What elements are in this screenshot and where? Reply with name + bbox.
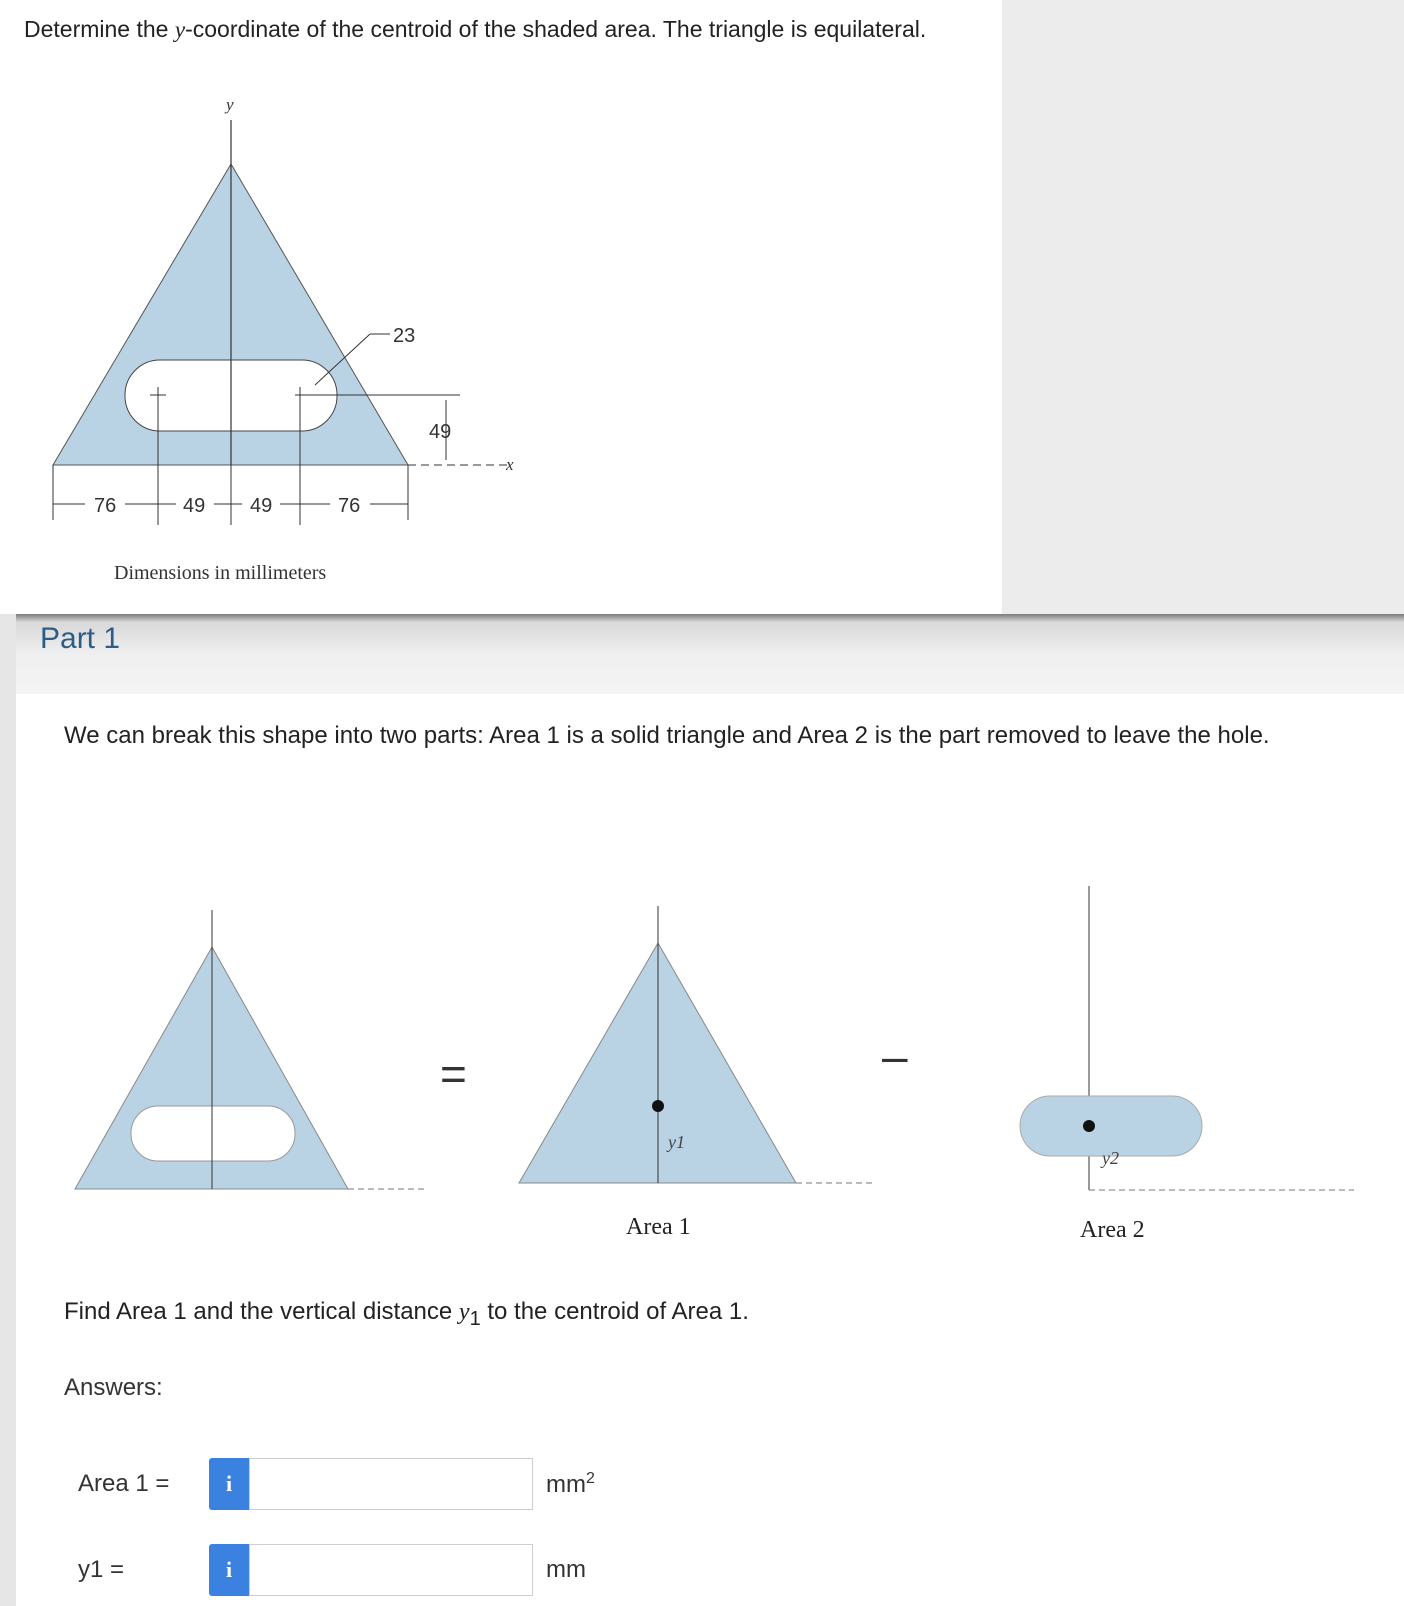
area1-input[interactable]	[249, 1458, 533, 1510]
info-icon[interactable]: i	[209, 1458, 249, 1510]
find-instruction: Find Area 1 and the vertical distance $y_1$ to the centroid of Area 1.	[64, 1298, 749, 1330]
question-card	[0, 0, 1002, 614]
dim-76-left: 76	[94, 495, 117, 517]
page-background	[1002, 0, 1404, 614]
y1-answer-label: y1 =	[78, 1556, 125, 1583]
y1-unit: mm	[546, 1556, 586, 1583]
radius-label: 23	[393, 325, 416, 347]
area2-slot	[1020, 1096, 1202, 1156]
x-axis-label: x	[506, 455, 514, 474]
area1-centroid	[652, 1100, 664, 1112]
question-text: Determine the y-coordinate of the centroid of the shaded area. The triangle is equilateral.	[24, 16, 927, 42]
area1-y1-label: y1	[668, 1132, 685, 1152]
decomposition-figure	[64, 800, 1364, 1260]
area1-answer-label: Area 1 =	[78, 1470, 170, 1497]
dim-76-right: 76	[338, 495, 361, 517]
minus-sign: –	[882, 1030, 908, 1082]
info-icon[interactable]: i	[209, 1544, 249, 1596]
equals-sign: =	[440, 1048, 467, 1100]
dimension-caption: Dimensions in millimeters	[114, 562, 327, 584]
height-label: 49	[429, 421, 452, 443]
dim-49-right: 49	[250, 495, 273, 517]
area2-y2-label: y2	[1102, 1148, 1119, 1168]
area2-centroid	[1083, 1120, 1095, 1132]
area1-unit: $mm^2$	[546, 1470, 595, 1498]
answers-label: Answers:	[64, 1374, 163, 1401]
dim-49-left: 49	[183, 495, 206, 517]
part-header	[16, 614, 1404, 694]
part-title[interactable]: Part 1	[40, 622, 121, 655]
left-margin	[0, 614, 16, 1606]
problem-figure	[40, 80, 540, 560]
area1-label: Area 1	[626, 1214, 691, 1240]
part-intro: We can break this shape into two parts: Area 1 is a solid triangle and Area 2 is the part removed to leave the hole.	[64, 722, 1270, 749]
area2-label: Area 2	[1080, 1217, 1145, 1243]
y1-input[interactable]	[249, 1544, 533, 1596]
y-axis-label: y	[226, 95, 234, 114]
